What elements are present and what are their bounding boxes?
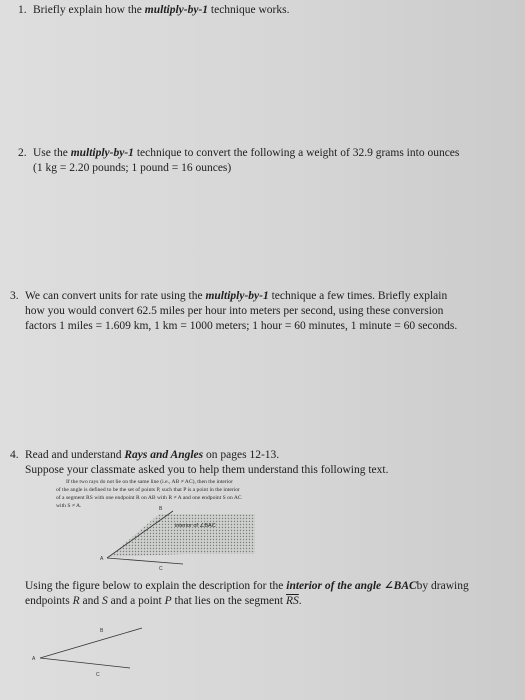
point-label-c: C <box>96 672 100 677</box>
question-line: Suppose your classmate asked you to help them understand this following text. <box>25 464 389 476</box>
question-number: 1. <box>18 4 27 16</box>
variable-s: S <box>102 595 108 607</box>
prompt-line <box>25 594 302 609</box>
text-segment: endpoints <box>25 595 73 607</box>
text-segment: and <box>79 595 102 607</box>
emphasis: interior of the angle <box>286 580 382 592</box>
question-line <box>25 448 279 463</box>
excerpt-line: If the two rays do not lie on the same line (i.e., AB ≠ AC), then the interior <box>66 479 233 485</box>
excerpt-line: with S ≠ A. <box>56 503 82 509</box>
question-text <box>33 3 289 18</box>
text-segment: and a point <box>107 595 165 607</box>
point-label-c: C <box>159 566 163 570</box>
prompt-line <box>25 579 469 594</box>
question-line <box>33 146 459 161</box>
text-segment: on pages 12-13. <box>203 449 280 461</box>
question-line: how you would convert 62.5 miles per hour into meters per second, using these conversion <box>25 305 444 317</box>
question-number: 3. <box>10 290 19 302</box>
ray-ac <box>107 558 183 564</box>
variable-p: P <box>164 595 172 607</box>
question-line: factors 1 miles = 1.609 km, 1 km = 1000 meters; 1 hour = 60 minutes, 1 minute = 60 seconds. <box>25 320 458 332</box>
text-segment: technique works. <box>208 4 290 16</box>
text-segment: Use the <box>33 147 71 159</box>
text-segment: Read and understand <box>25 449 125 461</box>
question-line <box>25 289 447 304</box>
angle-name: ∠BAC <box>381 580 417 592</box>
text-segment: by drawing <box>416 580 469 592</box>
text-segment: Briefly explain how the <box>33 4 145 16</box>
variable-r: R <box>72 595 80 607</box>
technique-name: multiply-by-1 <box>70 147 134 159</box>
text-segment: . <box>298 595 302 607</box>
ray-ac <box>40 658 130 668</box>
question-number: 2. <box>18 147 27 159</box>
point-label-b: B <box>159 506 163 512</box>
text-segment: technique a few times. Briefly explain <box>268 290 448 302</box>
interior-shading <box>109 514 255 557</box>
segment-rs: $\overline{RS}$ <box>285 595 299 607</box>
technique-name: multiply-by-1 <box>144 4 209 16</box>
question-line: (1 kg = 2.20 pounds; 1 pound = 16 ounces) <box>33 162 232 174</box>
text-segment: We can convert units for rate using the <box>25 290 206 302</box>
text-segment: Using the figure below to explain the description for the <box>25 580 287 592</box>
question-number: 4. <box>10 449 19 461</box>
text-segment: technique to convert the following a weight of 32.9 grams into ounces <box>133 147 460 159</box>
text-segment: that lies on the segment <box>171 595 286 607</box>
excerpt-line: of the angle is defined to be the set of points P, such that P is a point in the interior <box>56 487 240 493</box>
ray-ab <box>40 628 142 658</box>
point-label-b: B <box>100 628 104 634</box>
technique-name: multiply-by-1 <box>205 290 269 302</box>
angle-drawing-figure <box>30 622 150 677</box>
vertex-label-a: A <box>32 656 36 662</box>
vertex-label-a: A <box>100 556 104 562</box>
angle-interior-figure <box>95 502 260 570</box>
section-title: Rays and Angles <box>124 449 204 461</box>
interior-label: interior of ∠BAC <box>175 523 216 529</box>
excerpt-line: of a segment RS with one endpoint R on AB with R ≠ A and one endpoint S on AC <box>56 495 242 501</box>
